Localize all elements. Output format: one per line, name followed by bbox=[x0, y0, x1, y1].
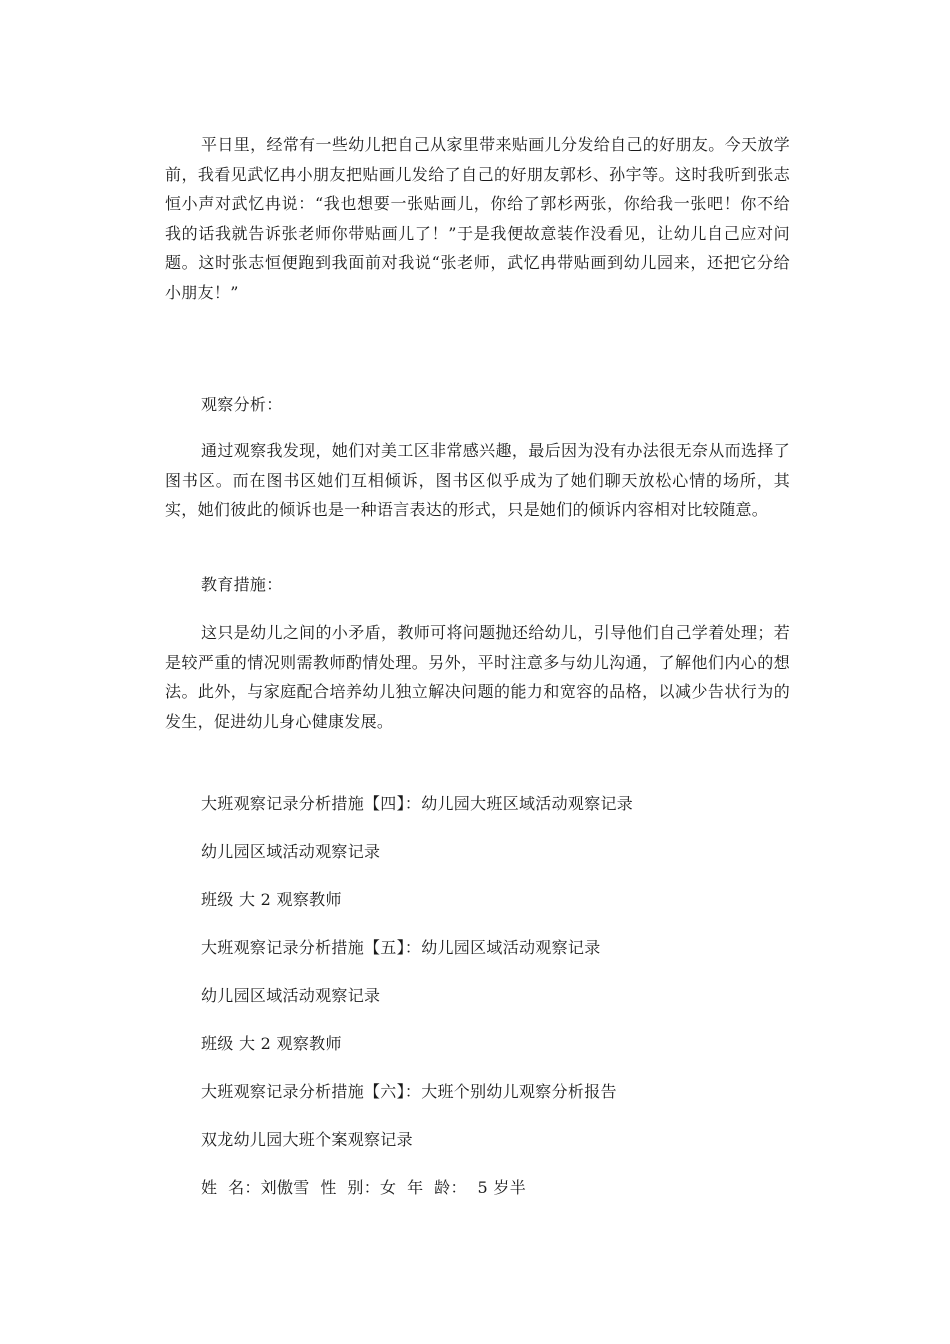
child-info-line: 姓 名：刘傲雪 性 别：女 年 龄： 5 岁半 bbox=[201, 1178, 526, 1197]
record-title: 幼儿园区域活动观察记录 bbox=[201, 986, 381, 1005]
class-teacher-line: 班级 大 2 观察教师 bbox=[201, 890, 342, 909]
record-title: 幼儿园区域活动观察记录 bbox=[201, 842, 381, 861]
case-record-title: 双龙幼儿园大班个案观察记录 bbox=[201, 1130, 413, 1149]
paragraph-story: 平日里，经常有一些幼儿把自己从家里带来贴画儿分发给自己的好朋友。今天放学前，我看见武忆冉小朋友把贴画儿发给了自己的好朋友郭杉、孙宇等。这时我听到张志恒小声对武忆冉说：“我也想要一张贴画儿，你给了郭杉两张，你给我一张吧！你不给我的话我就告诉张老师你带贴画儿了！”于是我便故意装作没看见，让幼儿自己应对问题。这时张志恒便跑到我面前对我说“张老师，武忆冉带贴画到幼儿园来，还把它分给小朋友！” bbox=[165, 135, 790, 302]
heading-observation-analysis: 观察分析： bbox=[201, 395, 283, 414]
section-title-six: 大班观察记录分析措施【六】：大班个别幼儿观察分析报告 bbox=[201, 1082, 617, 1101]
paragraph-measures: 这只是幼儿之间的小矛盾，教师可将问题抛还给幼儿，引导他们自己学着处理；若是较严重的情况则需教师酌情处理。另外，平时注意多与幼儿沟通，了解他们内心的想法。此外，与家庭配合培养幼儿独立解决问题的能力和宽容的品格，以减少告状行为的发生，促进幼儿身心健康发展。 bbox=[165, 623, 790, 731]
section-title-four: 大班观察记录分析措施【四】：幼儿园大班区域活动观察记录 bbox=[201, 794, 634, 813]
paragraph-analysis: 通过观察我发现，她们对美工区非常感兴趣，最后因为没有办法很无奈从而选择了图书区。而在图书区她们互相倾诉，图书区似乎成为了她们聊天放松心情的场所，其实，她们彼此的倾诉也是一种语言表达的形式，只是她们的倾诉内容相对比较随意。 bbox=[165, 441, 790, 520]
heading-education-measures: 教育措施： bbox=[201, 575, 283, 594]
class-teacher-line: 班级 大 2 观察教师 bbox=[201, 1034, 342, 1053]
section-title-five: 大班观察记录分析措施【五】：幼儿园区域活动观察记录 bbox=[201, 938, 601, 957]
